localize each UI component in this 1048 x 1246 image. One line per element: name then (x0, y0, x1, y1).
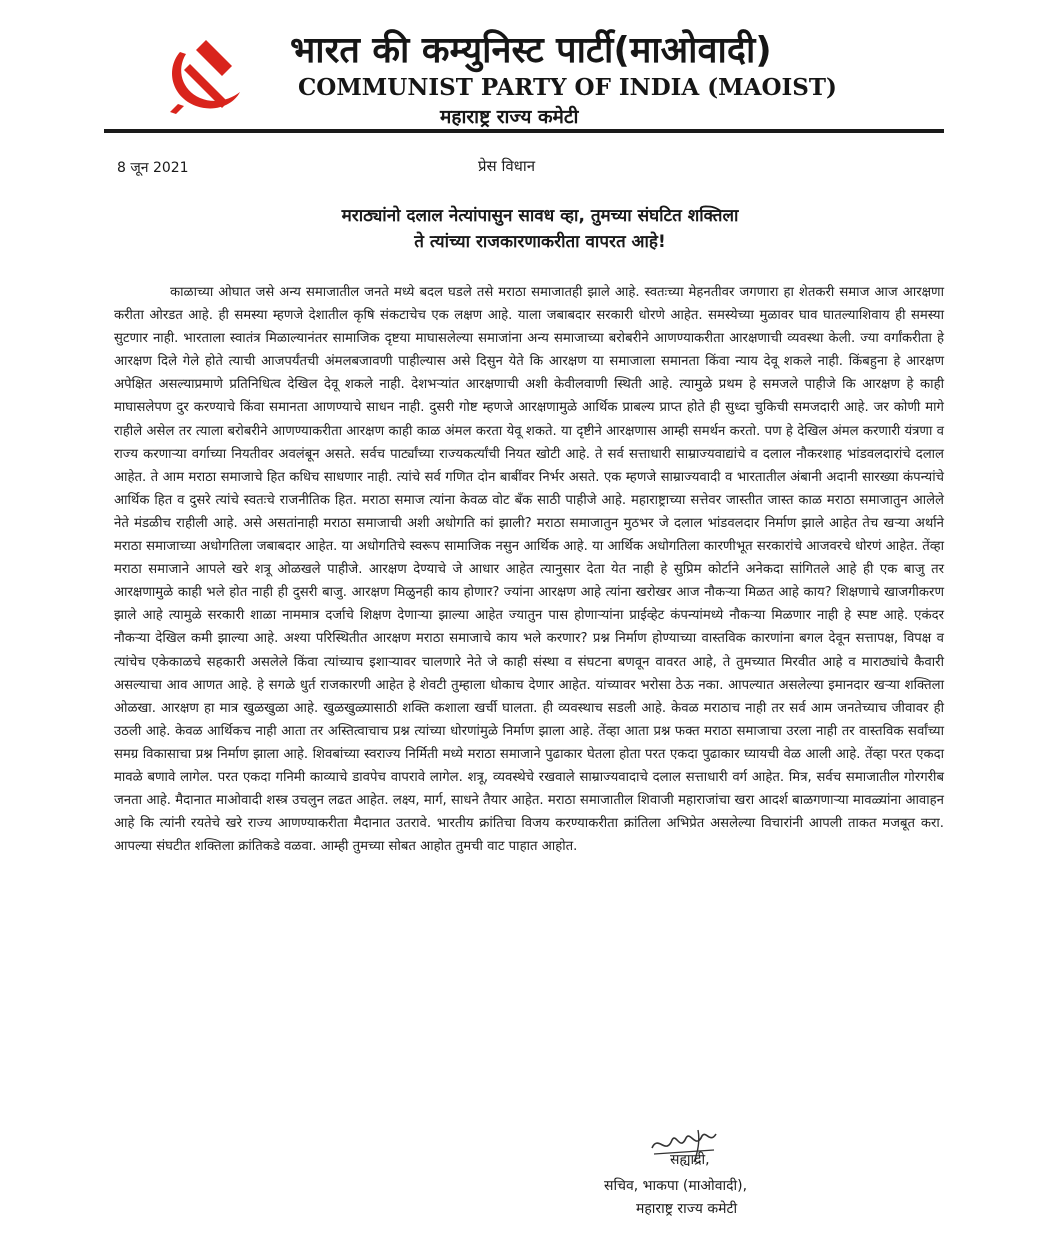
statement-date: 8 जून 2021 (117, 160, 189, 176)
signatory-name: सह्याद्री, (670, 1152, 710, 1168)
state-committee-title: महाराष्ट्र राज्य कमेटी (440, 106, 579, 128)
signatory-committee: महाराष्ट्र राज्य कमेटी (636, 1201, 738, 1217)
document-type-label: प्रेस विधान (478, 157, 536, 175)
statement-body: काळाच्या ओघात जसे अन्य समाजातील जनते मध्ये बदल घडले तसे मराठा समाजातही झाले आहे. स्वतःच्या मेहनतीवर जगणारा हा शेतकरी समाज आज आरक्षणा करीता ओरडत आहे. ही समस्या म्हणजे देशातील कृषि संकटाचेच एक लक्षण आहे. याला जबाबदार सरकारी धोरणे आहेत. समस्येच्या मुळावर घाव घातल्याशिवाय ही समस्या सुटणार नाही. भारताला स्वातंत्र मिळाल्यानंतर सामाजिक दृष्टया माघासलेल्या समाजांना अन्य समाजाच्या बरोबरीने आणण्याकरीता आरक्षणाची व्यवस्था केली. ज्या वर्गांकरीता हे आरक्षण दिले गेले होते त्याची आजपर्यंतची अंमलबजावणी पाहील्यास असे दिसुन येते कि आरक्षण या समाजाला समानता किंवा न्याय देवू शकले नाही. किंबहुना हे आरक्षण अपेक्षित असल्याप्रमाणे प्रतिनिधित्व देखिल देवू शकले नाही. देशभऱ्यांत आरक्षणाची अशी केवीलवाणी स्थिती आहे. त्यामुळे प्रथम हे समजले पाहीजे कि आरक्षण हे काही माघासलेपण दुर करण्याचे किंवा समानता आणण्याचे साधन नाही. दुसरी गोष्ट म्हणजे आरक्षणामुळे आर्थिक प्राबल्य प्राप्त होते ही सुध्दा चुकिची समजदारी आहे. जर कोणी मागे राहीले असेल तर त्याला बरोबरीने आणण्याकरीता आरक्षण काही काळ अंमल करता येवू शकते. या दृष्टीने आरक्षणास आम्ही समर्थन करतो. पण हे देखिल अंमल करणारी यंत्रणा व राज्य करणाऱ्या वर्गाच्या नियतीवर अवलंबून असते. सर्वच पार्ट्यांच्या राज्यकर्त्यांची नियत खोटी आहे. ते सर्व सत्ताधारी साम्राज्यवाद्यांचे व दलाल नौकरशाह भांडवलदारांचे दलाल आहेत. ते आम मराठा समाजाचे हित कधिच साधणार नाही. त्यांचे सर्व गणित दोन बाबींवर निर्भर असते. एक म्हणजे साम्राज्यवादी व भारतातील अंबानी अदानी सारख्या कंपन्यांचे आर्थिक हित व दुसरे त्यांचे स्वतःचे राजनीतिक हित. मराठा समाज त्यांना केवळ वोट बँक साठी पाहीजे आहे. महाराष्ट्राच्या सत्तेवर जास्तीत जास्त काळ मराठा समाजातुन आलेले नेते मंडळीच राहीली आहे. असे असतांनाही मराठा समाजाची अशी अधोगति कां झाली? मराठा समाजातुन मुठभर जे दलाल भांडवलदार निर्माण झाले आहेत तेच खऱ्या अर्थाने मराठा समाजाच्या अधोगतिला जबाबदार आहेत. या अधोगतिचे स्वरूप सामाजिक नसुन आर्थिक आहे. या आर्थिक अधोगतिला कारणीभूत सरकारांचे आजवरचे धोरणं आहेत. तेंव्हा मराठा समाजाने आपले खरे शत्रू ओळखले पाहीजे. आरक्षण देण्याचे जे आधार आहेत त्यानुसार देता येत नाही हे सुप्रिम कोर्टाने अनेकदा सांगितले आहे ही एक बाजु तर आरक्षणामुळे काही भले होत नाही ही दुसरी बाजु. आरक्षण मिळुनही काय होणार? ज्यांना आरक्षण आहे त्यांना खरोखर आज नौकऱ्या मिळत आहे काय? शिक्षणाचे खाजगीकरण झाले आहे त्यामुळे सरकारी शाळा नाममात्र दर्जाचे शिक्षण देणाऱ्या झाल्या आहेत ज्यातुन पास होणाऱ्यांना प्राईव्हेट कंपन्यांमध्ये नौकऱ्या मिळणार नाही हे स्पष्ट आहे. एकंदर नौकऱ्या देखिल कमी झाल्या आहे. अश्या परिस्थितीत आरक्षण मराठा समाजाचे काय भले करणार? प्रश्न निर्माण होण्याच्या वास्तविक कारणांना बगल देवून सत्तापक्ष, विपक्ष व त्यांचेच एकेकाळचे सहकारी असलेले किंवा त्यांच्याच इशाऱ्यावर चालणारे नेते जे काही संस्था व संघटना बणवून वावरत आहे, ते तुमच्यात मिरवीत आहे व माराठ्यांचे कैवारी असल्याचा आव आणत आहे. हे सगळे धुर्त राजकारणी आहेत हे शेवटी तुम्हाला धोकाच देणार आहेत. यांच्यावर भरोसा ठेऊ नका. आपल्यात असलेल्या इमानदार खऱ्या शक्तिला ओळखा. आरक्षण हा मात्र खुळखुळा आहे. खुळखुळ्यासाठी शक्ति कशाला खर्ची घालता. ही व्यवस्थाच सडली आहे. केवळ मराठाच नाही तर सर्व आम जनतेच्याच जीवावर ही उठली आहे. केवळ आर्थिकच नाही आता तर अस्तित्वाचाच प्रश्न त्यांच्या धोरणांमुळे निर्माण झाला आहे. तेंव्हा आता प्रश्न फक्त मराठा समाजाचा उरला नाही तर वास्तविक सर्वांच्या समग्र विकासाचा प्रश्न निर्माण झाला आहे. शिवबांच्या स्वराज्य निर्मिती मध्ये मराठा समाजाने पुढाकार घेतला होता परत एकदा पुढाकार घ्यायची वेळ आली आहे. तेंव्हा परत एकदा मावळे बणावे लागेल. परत एकदा गनिमी काव्याचे डावपेच वापरावे लागेल. शत्रू, व्यवस्थेचे रखवाले साम्राज्यवादाचे दलाल सत्ताधारी वर्ग आहेत. मित्र, सर्वच समाजातील गोरगरीब जनता आहे. मैदानात माओवादी शस्त्र उचलुन लढत आहेत. लक्ष्य, मार्ग, साधने तैयार आहेत. मराठा समाजातील शिवाजी महाराजांचा खरा आदर्श बाळगणाऱ्या मावळ्यांना आवाहन आहे कि त्यांनी रयतेचे खरे राज्य आणण्याकरीता मैदानात उतरावे. भारतीय क्रांतिचा विजय करण्याकरीता क्रांतिला अभिप्रेत असलेल्या विचारांनी आपली ताकत मजबूत करा. आपल्या संघटीत शक्तिला क्रांतिकडे वळवा. आम्ही तुमच्या सोबत आहोत तुमची वाट पाहात आहोत. (114, 285, 944, 855)
hammer-sickle-icon (160, 34, 246, 114)
party-title-hindi: भारत की कम्युनिस्ट पार्टी(माओवादी) (290, 30, 772, 71)
header-divider (104, 129, 944, 133)
statement-headline (200, 203, 880, 255)
party-title-english: COMMUNIST PARTY OF INDIA (MAOIST) (298, 74, 837, 101)
headline-line-1: मराठ्यांनो दलाल नेत्यांपासुन सावध व्हा, तुमच्या संघटित शक्तिला (341, 206, 739, 226)
headline-line-2: ते त्यांच्या राजकारणाकरीता वापरत आहे! (414, 232, 666, 252)
signatory-role: सचिव, भाकपा (माओवादी), (604, 1178, 748, 1194)
